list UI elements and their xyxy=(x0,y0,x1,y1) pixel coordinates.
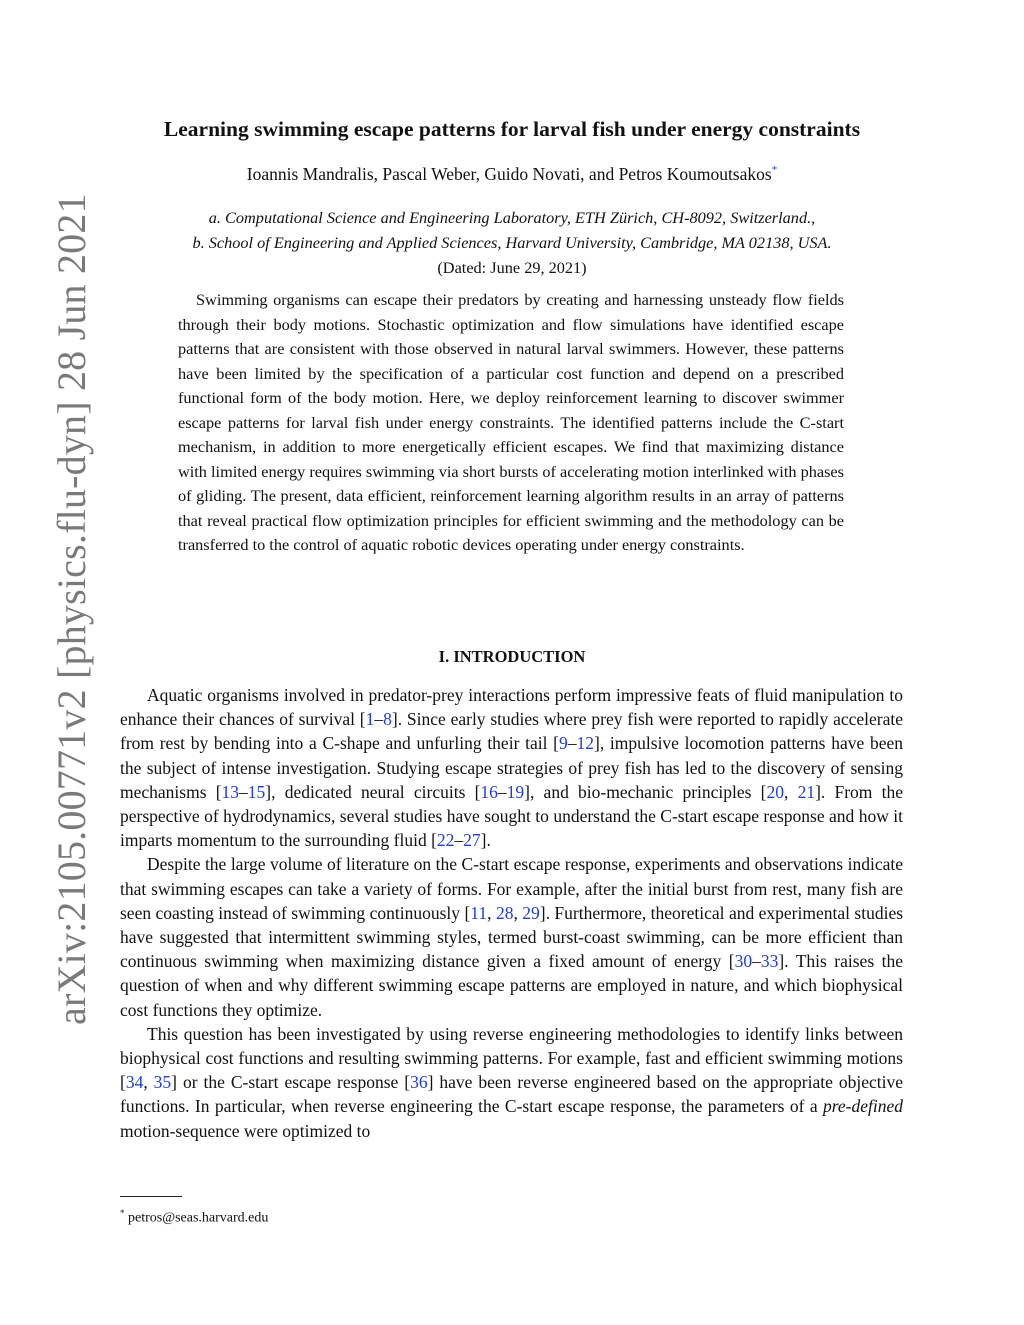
text-run: – xyxy=(567,733,577,754)
citation-link[interactable]: 33 xyxy=(760,951,779,972)
text-run: ], impulsive locomotion patterns have been the subject of intense investigation. Studying escape strategies of prey fish has led to the discovery of sensing mechanisms [ xyxy=(120,733,903,802)
citation-link[interactable]: 21 xyxy=(797,781,816,802)
affiliation-a: a. Computational Science and Engineering Laboratory, ETH Zürich, CH-8092, Switzerland., xyxy=(208,208,816,227)
text-run: ], dedicated neural circuits [ xyxy=(265,781,481,802)
text-run: ], and bio-mechanic principles [ xyxy=(524,781,767,802)
citation-link[interactable]: 28 xyxy=(495,902,514,923)
arxiv-identifier[interactable]: arXiv:2105.00771v2 [physics.flu-dyn] 28 Jun 2021 xyxy=(49,193,94,1025)
text-run: ]. From the perspective of hydrodynamics, several studies have sought to understand the C-start escape response and how it imparts momentum to the surrounding fluid [ xyxy=(120,781,903,851)
text-run: ]. xyxy=(480,830,491,851)
citation-link[interactable]: 34 xyxy=(125,1072,144,1093)
footnote xyxy=(120,1208,268,1227)
paragraph-1 xyxy=(120,683,903,852)
authors-text: Ioannis Mandralis, Pascal Weber, Guido Novati, and Petros Koumoutsakos xyxy=(246,164,772,184)
citation-link[interactable]: 13 xyxy=(221,781,240,802)
citation-link[interactable]: 29 xyxy=(522,902,540,923)
body-text xyxy=(120,683,903,1143)
text-run: – xyxy=(752,951,761,972)
citation-link[interactable]: 1 xyxy=(365,709,375,730)
text-run: , xyxy=(487,902,496,923)
paragraph-2 xyxy=(120,852,903,1021)
paragraph-3 xyxy=(120,1022,903,1143)
paper-title: Learning swimming escape patterns for larval fish under energy constraints xyxy=(163,117,861,141)
section-heading-introduction: I. INTRODUCTION xyxy=(438,647,586,666)
citation-link[interactable]: 12 xyxy=(576,733,594,754)
text-run: ] have been reverse engineered based on the appropriate objective functions. In particular, when reverse engineering the C-start escape response, the parameters of a xyxy=(120,1072,903,1117)
citation-link[interactable]: 22 xyxy=(436,830,455,851)
text-run: This question has been investigated by using reverse engineering methodologies to identify links between biophysical cost functions and resulting swimming patterns. For example, fast and efficient swimming motions [ xyxy=(120,1023,903,1093)
text-run: Despite the large volume of literature on the C-start escape response, experiments and observations indicate that swimming escapes can take a variety of forms. For example, after the initial burst from rest, many fish are seen coasting instead of swimming continuously [ xyxy=(120,854,903,923)
text-run: , xyxy=(143,1072,154,1093)
corresponding-author-mark[interactable]: * xyxy=(771,164,778,177)
text-run: – xyxy=(374,709,384,730)
affiliation-b: b. School of Engineering and Applied Sciences, Harvard University, Cambridge, MA 02138, USA. xyxy=(192,233,832,252)
abstract xyxy=(178,288,844,558)
abstract-text: Swimming organisms can escape their predators by creating and harnessing unsteady flow fields through their body motions. Stochastic optimization and flow simulations have identified escape patterns that are consistent with those observed in natural larval swimmers. However, these patterns have been limited by the specification of a particular cost function and depend on a prescribed functional form of the body motion. Here, we deploy reinforcement learning to discover swimmer escape patterns for larval fish under energy constraints. The identified patterns include the C-start mechanism, in addition to more energetically efficient escapes. We find that maximizing distance with limited energy requires swimming via short bursts of accelerating motion interlinked with phases of gliding. The present, data efficient, reinforcement learning algorithm results in an array of patterns that reveal practical flow optimization principles for efficient swimming and the methodology can be transferred to the control of aquatic robotic devices operating under energy constraints. xyxy=(178,290,844,554)
footnote-email[interactable]: petros@seas.harvard.edu xyxy=(128,1210,269,1226)
citation-link[interactable]: 35 xyxy=(153,1072,172,1093)
emphasis-text: pre-defined xyxy=(822,1096,903,1117)
author-list xyxy=(0,164,1024,185)
text-run: Aquatic organisms involved in predator-prey interactions perform impressive feats of fluid manipulation to enhance their chances of survival [ xyxy=(120,685,903,730)
text-run: motion-sequence were optimized to xyxy=(120,1120,371,1141)
citation-link[interactable]: 9 xyxy=(559,733,568,754)
text-run: ]. Since early studies where prey fish were reported to rapidly accelerate from rest by bending into a C-shape and unfurling their tail [ xyxy=(120,709,903,754)
text-run: ]. This raises the question of when and why different swimming escape patterns are employed in nature, and which biophysical cost functions they optimize. xyxy=(120,951,903,1020)
date-line: (Dated: June 29, 2021) xyxy=(437,258,587,277)
citation-link[interactable]: 16 xyxy=(480,781,498,802)
citation-link[interactable]: 30 xyxy=(734,951,753,972)
footnote-rule xyxy=(120,1196,182,1197)
citation-link[interactable]: 27 xyxy=(463,830,481,851)
text-run: – xyxy=(454,830,464,851)
citation-link[interactable]: 19 xyxy=(506,781,525,802)
text-run: ] or the C-start escape response [ xyxy=(171,1072,411,1093)
text-run: , xyxy=(784,781,798,802)
citation-link[interactable]: 11 xyxy=(470,902,488,923)
text-run: ]. Furthermore, theoretical and experimental studies have suggested that intermittent swimming styles, termed burst-coast swimming, can be more efficient than continuous swimming when maximizing distance given a fixed amount of energy [ xyxy=(120,902,904,972)
text-run: , xyxy=(513,902,523,923)
citation-link[interactable]: 36 xyxy=(410,1072,428,1093)
citation-link[interactable]: 8 xyxy=(383,709,392,730)
footnote-mark: * xyxy=(120,1208,125,1218)
text-run: – xyxy=(239,781,248,802)
text-run: – xyxy=(497,781,507,802)
citation-link[interactable]: 20 xyxy=(766,781,784,802)
citation-link[interactable]: 15 xyxy=(247,781,266,802)
